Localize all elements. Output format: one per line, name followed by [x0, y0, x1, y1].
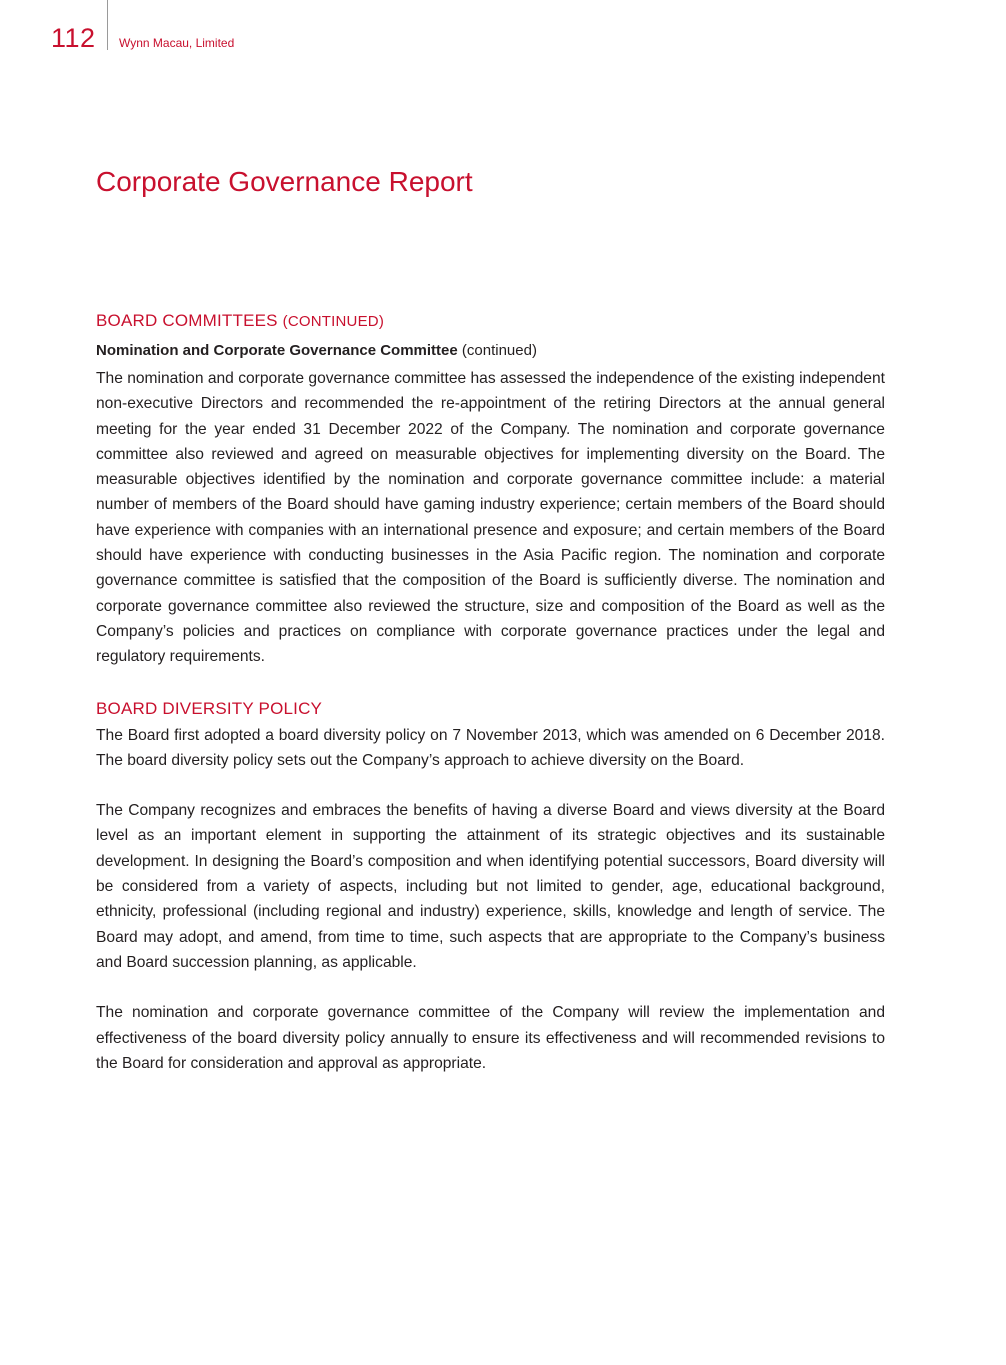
heading-suffix: (CONTINUED) [282, 313, 385, 330]
report-title: Corporate Governance Report [96, 166, 473, 197]
page-number: 112 [51, 23, 96, 53]
paragraph-diversity-3: The nomination and corporate governance committee of the Company will review the implementation and effectiveness of the board diversity policy annually to ensure its effectiveness and will recommended revisions to the Board for consideration and approval as appropriate. [96, 1004, 885, 1072]
paragraph-diversity-2: The Company recognizes and embraces the benefits of having a diverse Board and views diversity at the Board level as an important element in supporting the attainment of its strategic objectives and its sustainable development. In designing the Board’s composition and when identifying potential successors, Board diversity will be considered from a variety of aspects, including but not limited to gender, age, educational background, ethnicity, professional (including regional and industry) experience, skills, knowledge and length of service. The Board may adopt, and amend, from time to time, such aspects that are appropriate to the Company’s business and Board succession planning, as applicable. [96, 802, 885, 971]
company-name: Wynn Macau, Limited [119, 36, 235, 50]
subheading-bold: Nomination and Corporate Governance Committee [96, 342, 458, 359]
section-heading-board-diversity: BOARD DIVERSITY POLICY [96, 698, 323, 718]
paragraph-nomination-committee: The nomination and corporate governance committee has assessed the independence of the existing independent non-executive Directors and recommended the re-appointment of the retiring Directors at the annual general meeting for the year ended 31 December 2022 of the Company. The nomination and corporate governance committee also reviewed and agreed on measurable objectives for implementing diversity on the Board. The measurable objectives identified by the nomination and corporate governance committee include: a material number of members of the Board should have gaming industry experience; certain members of the Board should have experience with companies with an international presence and exposure; and certain members of the Board should have experience with conducting businesses in the Asia Pacific region. The nomination and corporate governance committee is satisfied that the composition of the Board is sufficiently diverse. The nomination and corporate governance committee also reviewed the structure, size and composition of the Board as well as the Company’s policies and practices on compliance with corporate governance practices under the legal and regulatory requirements. [96, 370, 885, 666]
section-heading-board-committees [96, 309, 885, 334]
subheading-suffix: (continued) [461, 342, 537, 359]
subheading-nomination-committee [96, 340, 885, 362]
report-content [96, 309, 885, 1076]
heading-text: BOARD COMMITTEES [96, 311, 278, 330]
header-divider [107, 0, 108, 50]
paragraph-diversity-1: The Board first adopted a board diversity policy on 7 November 2013, which was amended on 6 December 2018. The board diversity policy sets out the Company’s approach to achieve diversity on the Board. [96, 726, 885, 769]
